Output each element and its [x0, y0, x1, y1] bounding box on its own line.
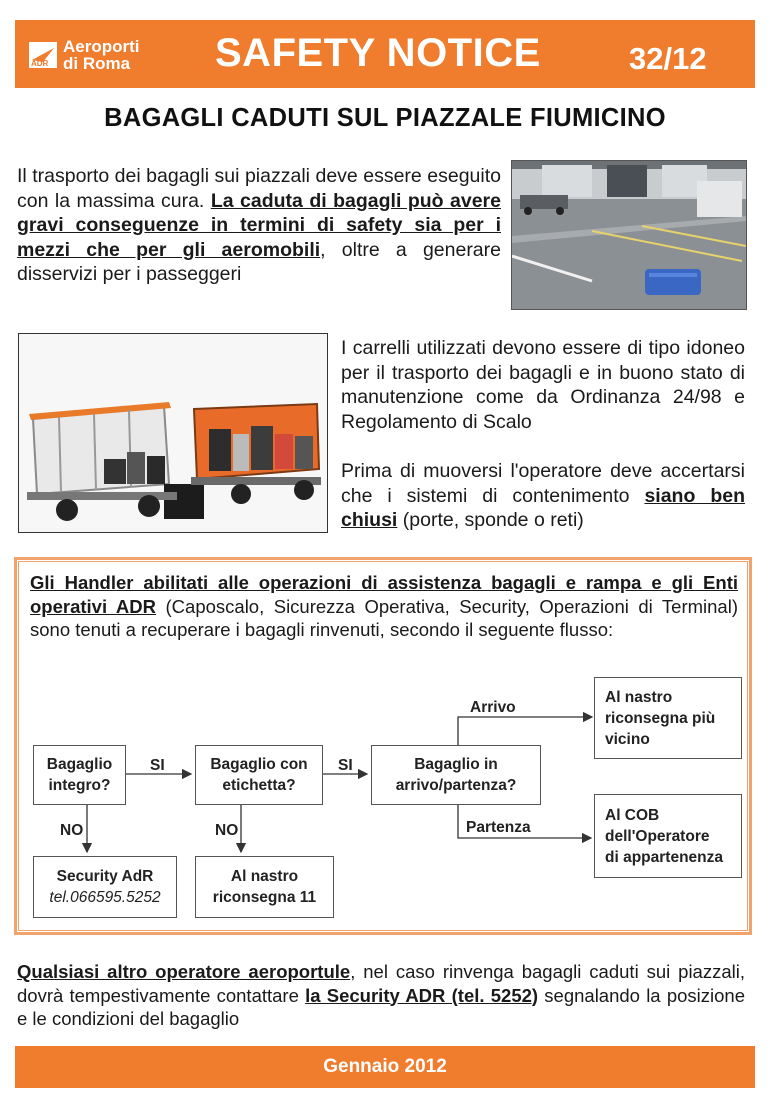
flow-box-direction-l1: Bagaglio in: [414, 756, 498, 773]
logo-line2: di Roma: [63, 54, 131, 73]
closing-emphasis-2: la Security ADR (tel. 5252): [305, 984, 539, 1006]
flow-label-si-2: SI: [338, 757, 353, 774]
notice-title: SAFETY NOTICE: [215, 31, 541, 75]
flow-box-security: [33, 856, 177, 918]
flow-box-cob-l2: dell'Operatore: [605, 827, 710, 845]
flow-box-nearest-belt-l1: Al nastro: [605, 688, 673, 706]
logo-abbr: ADR: [31, 59, 49, 68]
flow-box-security-l1: Security AdR: [56, 868, 154, 885]
procedure-intro-emphasis: Gli Handler abilitati alle operazioni di assistenza bagagli e rampa e gli Enti operativi ADR: [30, 572, 738, 617]
flow-box-direction: [371, 745, 541, 805]
flow-label-partenza: Partenza: [466, 819, 531, 836]
closing-text-1: , nel caso rinvenga bagagli caduti sui piazzali, dovrà tempestivamente contattare: [17, 961, 745, 1006]
flow-box-nearest-belt: [594, 677, 742, 759]
logo-line1: Aeroporti: [63, 37, 140, 56]
containment-emphasis: siano ben chiusi: [341, 484, 745, 531]
carts-paragraph: I carrelli utilizzati devono essere di tipo idoneo per il trasporto dei bagagli e in buono stato di manutenzione come da Ordinanza 24/98 e Regolamento di Scalo: [341, 337, 745, 433]
flow-box-nearest-belt-l2: riconsegna più: [605, 709, 716, 727]
flow-label-no-2: NO: [215, 822, 239, 839]
closing-paragraph: [17, 960, 745, 1031]
flow-label-arrivo: Arrivo: [470, 699, 516, 716]
intro-text-end: , oltre a generare disservizi per i passeggeri: [17, 238, 501, 285]
closing-emphasis-1: Qualsiasi altro operatore aeroportule: [17, 961, 351, 982]
containment-text: Prima di muoversi l'operatore deve accertarsi che i sistemi di contenimento: [341, 460, 745, 507]
flow-box-nearest-belt-l3: vicino: [605, 730, 650, 748]
procedure-intro-text: (Caposcalo, Sicurezza Operativa, Security, Operazioni di Terminal) sono tenuti a recuperare i bagagli rinvenuti, secondo il seguente flusso:: [30, 595, 738, 640]
flow-box-security-tel: tel.066595.5252: [49, 889, 161, 906]
flow-label-no-1: NO: [60, 822, 84, 839]
flow-box-intact: [33, 745, 126, 805]
page-title: BAGAGLI CADUTI SUL PIAZZALE FIUMICINO: [104, 104, 666, 132]
flow-box-label-l1: Bagaglio con: [210, 756, 308, 773]
flow-box-cob-l3: di appartenenza: [605, 848, 723, 866]
flow-box-direction-l2: arrivo/partenza?: [395, 777, 517, 794]
containment-text-end: (porte, sponde o reti): [397, 509, 584, 531]
flow-box-intact-l2: integro?: [48, 777, 111, 794]
flow-box-belt-11-l1: Al nastro: [230, 868, 299, 885]
flow-label-si-1: SI: [150, 757, 165, 774]
intro-text: Il trasporto dei bagagli sui piazzali deve essere eseguito con la massima cura.: [17, 165, 501, 212]
footer-date: Gennaio 2012: [323, 1056, 447, 1077]
flow-box-label-l2: etichetta?: [222, 777, 296, 794]
closing-text-2: segnalando la posizione e le condizioni del bagaglio: [17, 984, 745, 1029]
flow-box-label: [195, 745, 323, 805]
flow-box-intact-l1: Bagaglio: [46, 756, 113, 773]
flow-box-cob: [594, 794, 742, 878]
flow-box-belt-11: [195, 856, 334, 918]
flow-box-cob-l1: Al COB: [605, 806, 660, 824]
intro-emphasis: La caduta di bagagli può avere gravi conseguenze in termini di safety sia per i mezzi che per gli aeromobili: [17, 189, 501, 261]
flow-box-belt-11-l2: riconsegna 11: [212, 889, 317, 906]
footer-banner: [15, 1046, 755, 1088]
notice-number: 32/12: [629, 41, 707, 76]
